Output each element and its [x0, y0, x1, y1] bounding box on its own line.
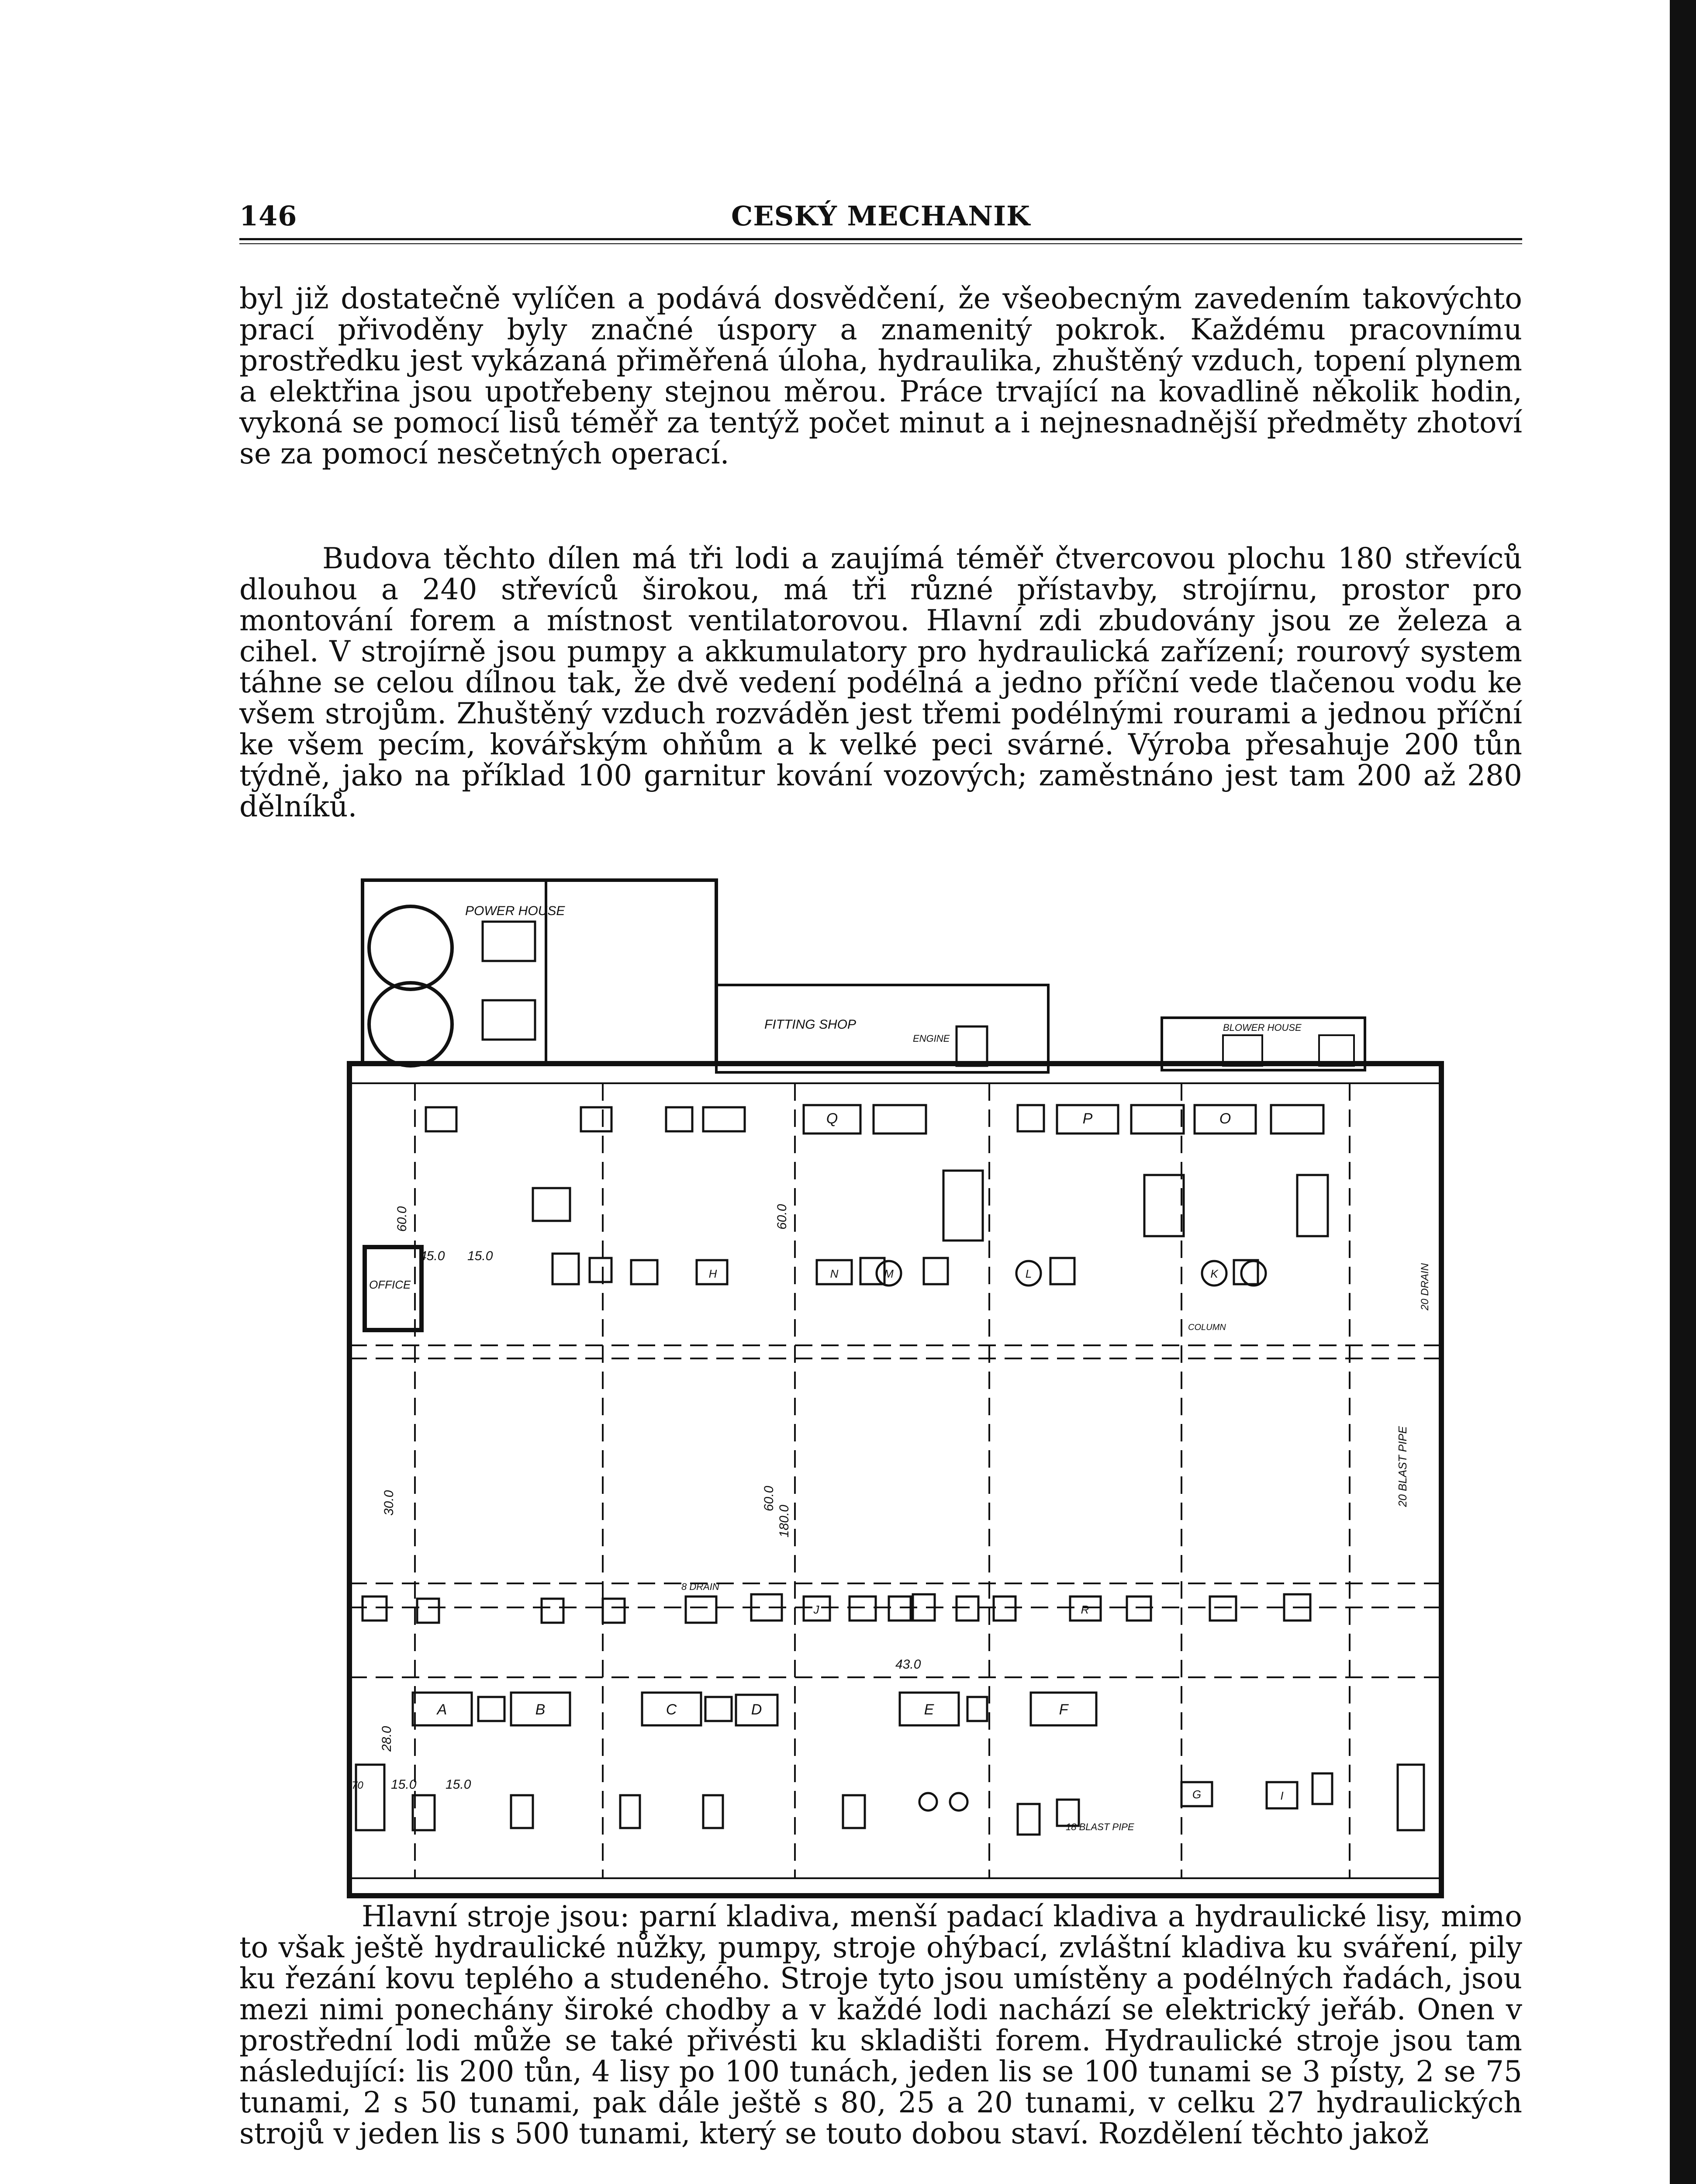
label-power-house: POWER HOUSE	[465, 904, 565, 918]
page-header	[239, 200, 1522, 235]
dim-180: 180.0	[777, 1504, 791, 1538]
machine-p: P	[1082, 1110, 1093, 1127]
machine-q: Q	[826, 1110, 838, 1127]
machine-l: L	[1025, 1267, 1032, 1280]
machine-n: N	[830, 1267, 839, 1280]
label-column: COLUMN	[1188, 1323, 1226, 1332]
boiler-top	[369, 906, 452, 989]
dim-28: 28.0	[380, 1726, 394, 1752]
scan-edge	[1670, 0, 1696, 2184]
label-engine: ENGINE	[913, 1033, 950, 1044]
header-rule-thick	[239, 238, 1522, 240]
label-drain-mid: 8 DRAIN	[681, 1581, 719, 1592]
dim-15b: 15.0	[391, 1777, 417, 1792]
label-blast-pipe: 20 BLAST PIPE	[1396, 1426, 1409, 1507]
dim-70: 70	[352, 1780, 363, 1791]
machine-o: O	[1219, 1110, 1231, 1127]
label-blower-house: BLOWER HOUSE	[1223, 1022, 1302, 1033]
label-blast-pipe-low: 18 BLAST PIPE	[1066, 1821, 1134, 1832]
machine-e: E	[924, 1701, 934, 1718]
machine-g: G	[1192, 1788, 1202, 1801]
paragraph-intro: byl již dostatečně vylíčen a podává dosvědčení, že všeobecným zavedením takovýchto prací přivoděny byly značné úspory a znamenitý pokrok. Každému pracovnímu prostředku jest vykázaná přiměřená úloha, hydraulika, zhuštěný vzduch, topení plynem a elektřina jsou upotřebeny stejnou měrou. Práce trvající na kovadlině několik hodin, vykoná se pomocí lisů téměř za tentýž počet minut a i nejnesnadnější předměty zhotoví se za pomocí nesčetných operací.	[239, 282, 1522, 470]
machine-f: F	[1059, 1701, 1068, 1718]
page-number: 146	[239, 200, 297, 232]
machine-b: B	[535, 1701, 546, 1718]
dim-45: 45.0	[419, 1249, 445, 1263]
machine-j: J	[813, 1603, 819, 1616]
main-hall-outline	[349, 1064, 1441, 1896]
machine-d: D	[751, 1701, 762, 1718]
dim-30: 30.0	[382, 1490, 396, 1516]
machine-i: I	[1280, 1789, 1284, 1802]
boiler-bottom	[369, 983, 452, 1066]
machine-r: R	[1081, 1603, 1089, 1616]
dim-15a: 15.0	[467, 1249, 493, 1263]
dim-60a: 60.0	[395, 1206, 409, 1232]
paragraph-building: Budova těchto dílen má tři lodi a zaujímá téměř čtvercovou plochu 180 střevíců dlouhou a 240 střevíců širokou, má tři různé přístavby, strojírnu, prostor pro montování forem a místnost ventilatorovou. Hlavní zdi zbudovány jsou ze železa a cihel. V strojírně jsou pumpy a akkumulatory pro hydraulická zařízení; rourový system táhne se celou dílnou tak, že dvě vedení podélná a jedno příční vede tlačenou vodu ke všem strojům. Zhuštěný vzduch rozváděn jest třemi podélnými rourami a jednou příční ke všem pecím, kovářským ohňům a k velké peci svárné. Výroba přesahuje 200 tůn týdně, jako na příklad 100 garnitur kování vozových; zaměstnáno jest tam 200 až 280 dělníků.	[239, 542, 1522, 823]
dim-15c: 15.0	[446, 1777, 471, 1792]
header-rule-thin	[239, 243, 1522, 244]
journal-title: CESKÝ MECHANIK	[731, 200, 1030, 232]
dim-60b: 60.0	[775, 1204, 789, 1230]
machine-h: H	[708, 1267, 717, 1280]
machine-m: M	[884, 1267, 894, 1280]
label-office: OFFICE	[369, 1278, 411, 1291]
floor-plan-figure	[332, 874, 1448, 1900]
dim-43: 43.0	[895, 1657, 921, 1672]
label-drain: 20 DRAIN	[1419, 1263, 1431, 1310]
machine-a: A	[437, 1701, 447, 1718]
machine-c: C	[666, 1701, 677, 1718]
dim-60c: 60.0	[762, 1486, 776, 1511]
machine-k: K	[1210, 1267, 1218, 1280]
label-fitting-shop: FITTING SHOP	[764, 1017, 856, 1032]
paragraph-machines: Hlavní stroje jsou: parní kladiva, menší padací kladiva a hydraulické lisy, mimo to však ještě hydraulické nůžky, pumpy, stroje ohýbací, zvláštní kladiva ku sváření, pily ku řezání kovu teplého a studeného. Stroje tyto jsou umístěny a podélných řadách, jsou mezi nimi ponechány široké chodby a v každé lodi nachází se elektrický jeřáb. Onen v prostřední lodi může se také přivésti ku skladišti forem. Hydraulické stroje jsou tam následující: lis 200 tůn, 4 lisy po 100 tunách, jeden lis se 100 tunami se 3 písty, 2 se 75 tunami, 2 s 50 tunami, pak dále ještě s 80, 25 a 20 tunami, v celku 27 hydraulických strojů v jeden lis s 500 tunami, který se touto dobou staví. Rozdělení těchto jakož	[239, 1900, 1522, 2150]
